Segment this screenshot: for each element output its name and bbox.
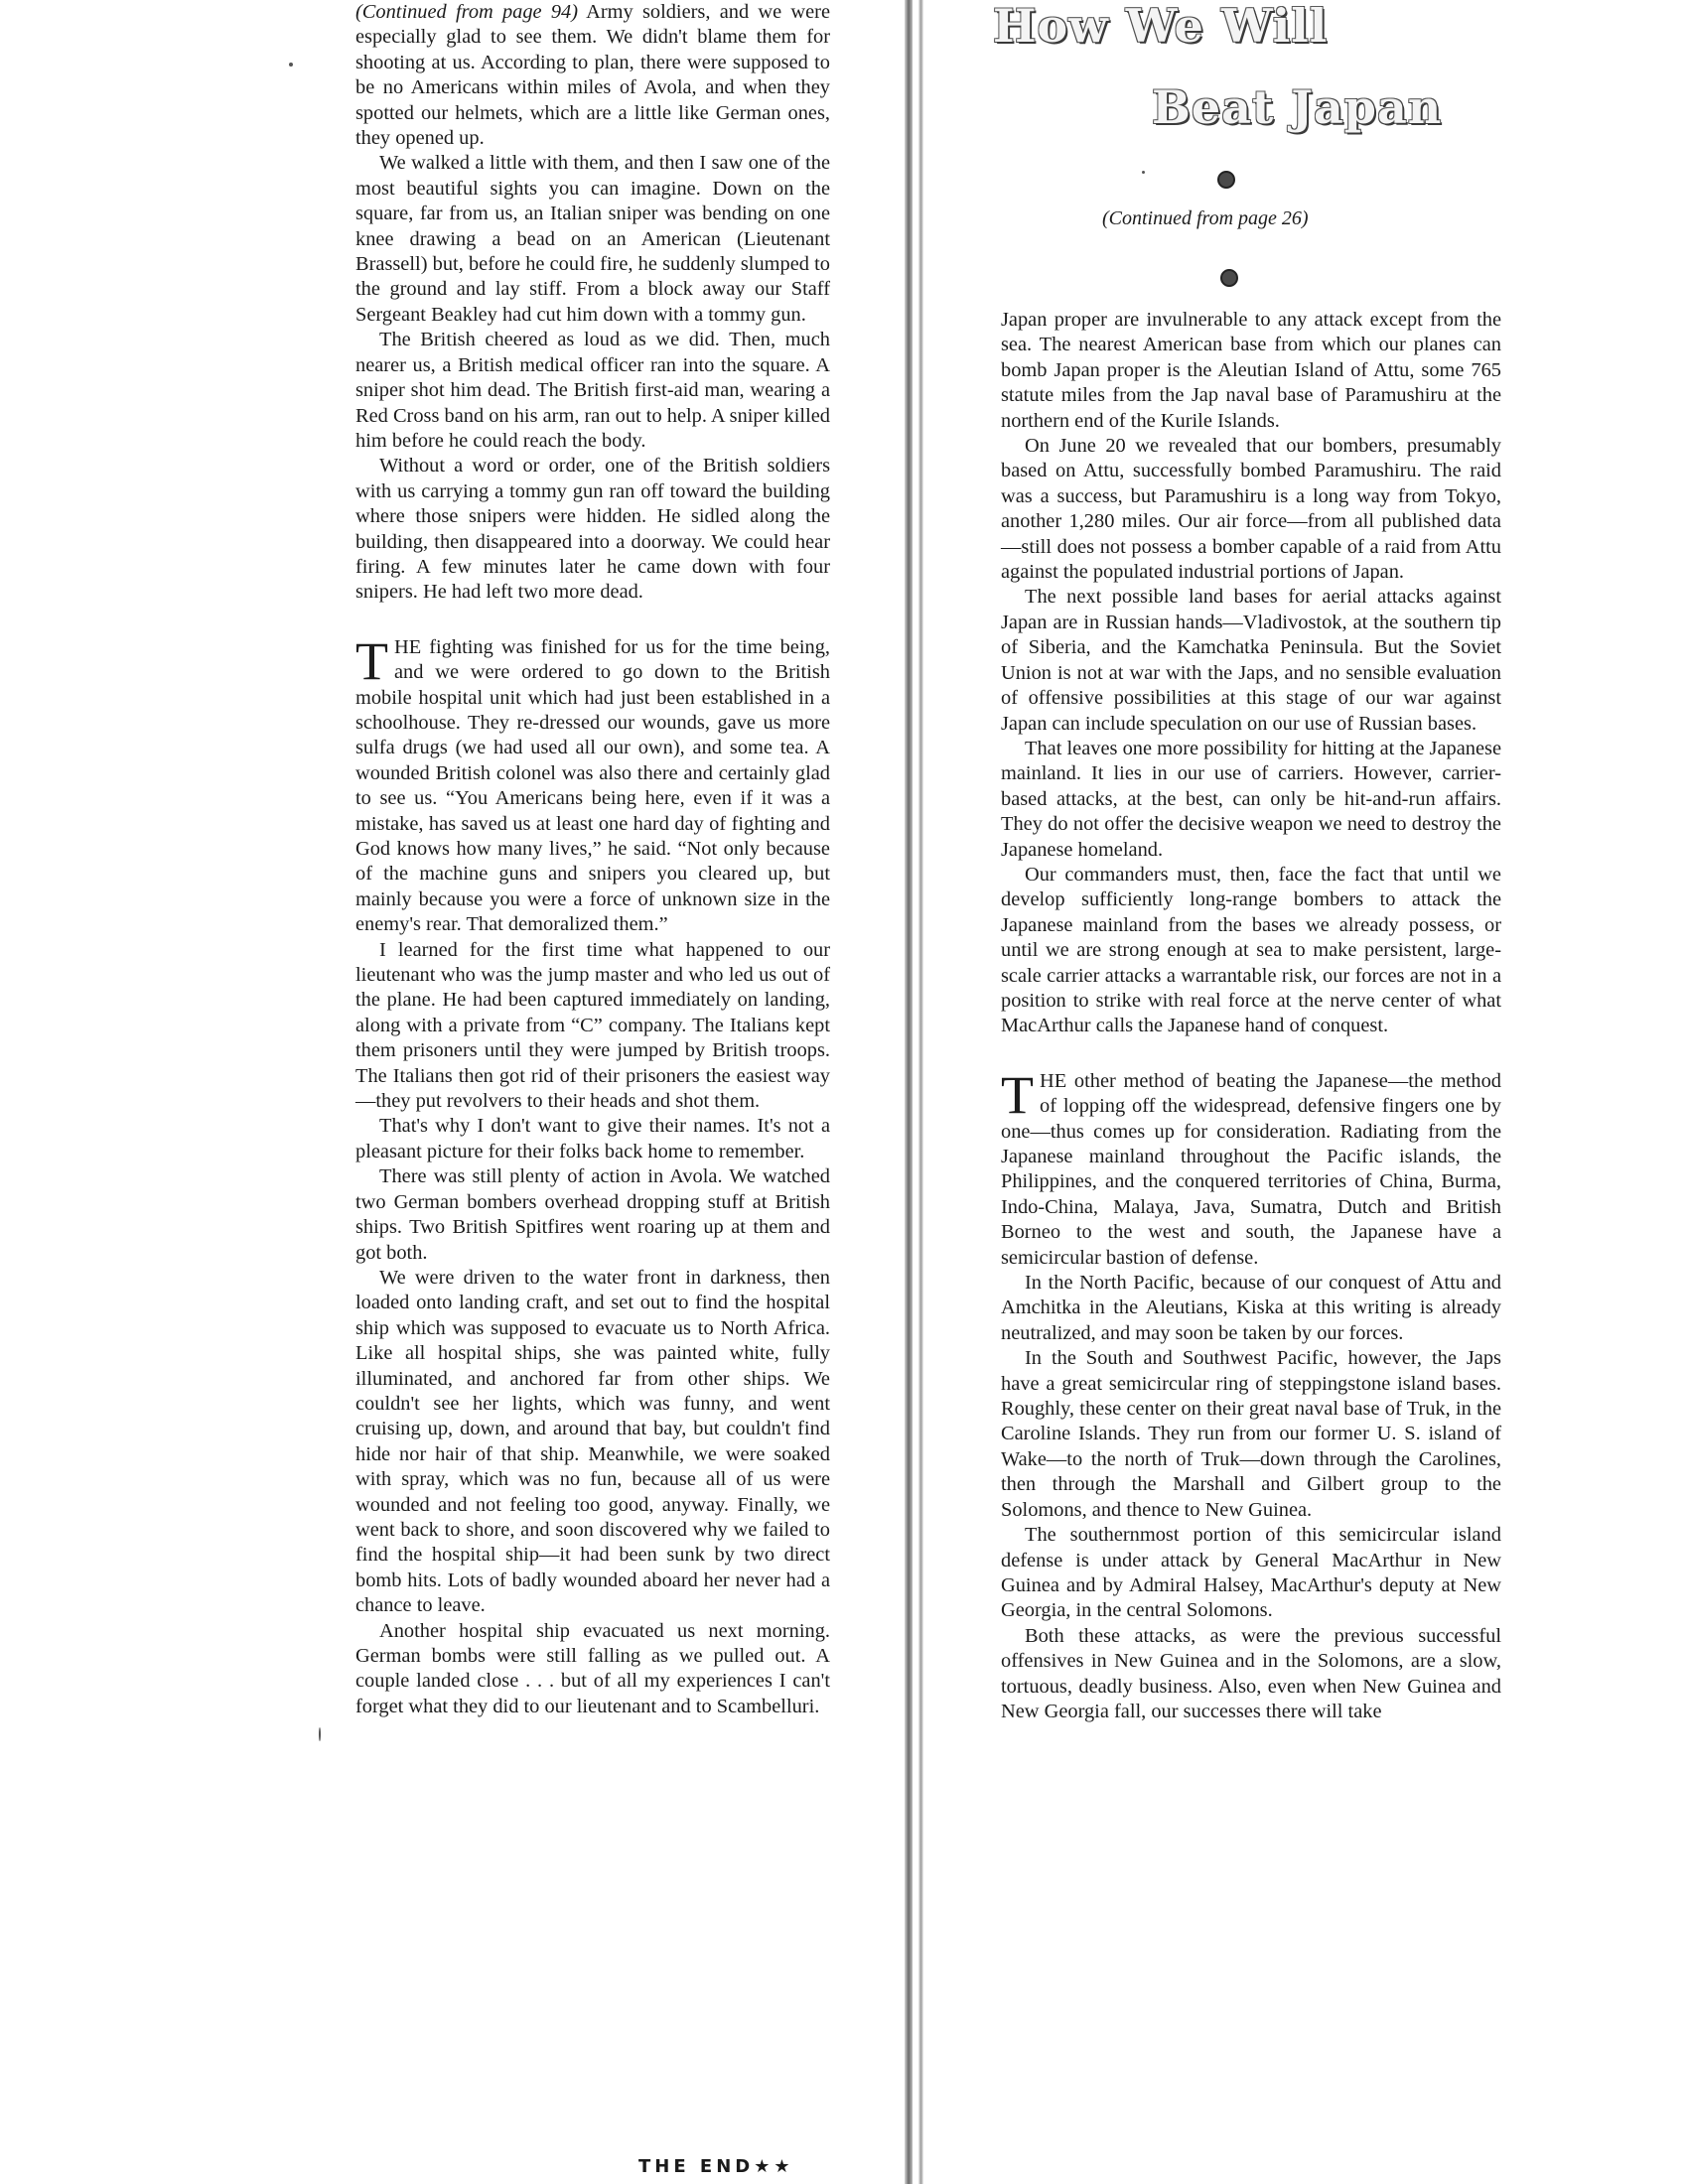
the-end-marker: THE END★★ xyxy=(638,2156,794,2177)
left-paragraph-1 xyxy=(355,0,830,151)
scan-speck xyxy=(289,63,293,67)
headline-line-1: How We Will xyxy=(993,0,1329,53)
ornament-dot-bottom xyxy=(1220,269,1238,287)
gutter-shadow-dark xyxy=(905,0,913,2184)
right-paragraph-6 xyxy=(1001,1064,1501,1271)
drop-cap-letter: T xyxy=(355,630,388,691)
left-article-column xyxy=(355,0,830,1719)
left-paragraph-8: There was still plenty of action in Avola. We watched two German bombers overhead dropping stuff at British ships. Two British Spitfires went roaring up at them and got both. xyxy=(355,1165,830,1264)
left-paragraph-3: The British cheered as loud as we did. Then, much nearer us, a British medical officer ran into the square. A sniper shot him dead. The British first-aid man, wearing a Red Cross band on his arm, ran out to help. A sniper killed him before he could reach the body. xyxy=(355,329,830,452)
right-paragraph-8: In the South and Southwest Pacific, however, the Japs have a great semicircular ring of steppingstone island bases. Roughly, these center on their great naval base of Truk, in the Caroline Islands. They run from our former U. S. island of Wake—to the north of Truk—down through the Carolines, then through the Marshall and Gilbert group to the Solomons, and thence to New Guinea. xyxy=(1001,1347,1501,1521)
left-paragraph-2: We walked a little with them, and then I saw one of the most beautiful sights you can imagine. Down on the square, far from us, an Italian sniper was bending on one knee drawing a bead on an American (Lieutenant Brassell) but, before he could fire, he suddenly slumped to the ground and lay stiff. From a block away our Staff Sergeant Beakley had cut him down with a tommy gun. xyxy=(355,152,830,326)
left-paragraph-10: Another hospital ship evacuated us next morning. German bombs were still falling as we pulled out. A couple landed close . . . but of all my experiences I can't forget what they did to our lieutenant and to Scambelluri. xyxy=(355,1619,830,1717)
right-paragraph-6-text: HE other method of beating the Japanese—the method of lopping off the widespread, defensive fingers one by one—thus comes up for consideration. Radiating from the Japanese mainland throughout the Pacific islands, the Philippines, and the conquered territories of China, Burma, Indo-China, Malaya, Java, Sumatra, Dutch and British Borneo to the west and south, the Japanese have a semicircular bastion of defense. xyxy=(1001,1069,1501,1269)
right-paragraph-4: That leaves one more possibility for hitting at the Japanese mainland. It lies in our use of carriers. However, carrier-based attacks, at the best, can only be hit-and-run affairs. They do not offer the decisive weapon we need to destroy the Japanese homeland. xyxy=(1001,737,1501,861)
left-paragraph-5-text: HE fighting was finished for us for the time being, and we were ordered to go down to the British mobile hospital unit which had just been established in a schoolhouse. They re-dressed our wounds, gave us more sulfa drugs (we had used all our own), and some tea. A wounded British colonel was also there and certainly glad to see us. “You Americans being here, even if it was a mistake, has saved us at least one hard day of fighting and God knows how many lives,” he said. “Not only because of the machine guns and snipers you cleared up, but mainly because you were a force of unknown size in the enemy's rear. That demoralized them.” xyxy=(355,635,830,936)
right-paragraph-1: Japan proper are invulnerable to any attack except from the sea. The nearest American base from which our planes can bomb Japan proper is the Aleutian Island of Attu, some 765 statute miles from the Jap naval base of Paramushiru at the northern end of the Kurile Islands. xyxy=(1001,309,1501,432)
scan-speck xyxy=(319,1727,321,1741)
left-paragraph-4: Without a word or order, one of the British soldiers with us carrying a tommy gun ran off toward the building where those snipers were hidden. He sidled along the building, then disappeared into a doorway. We could hear firing. A few minutes later he came down with four snipers. He had left two more dead. xyxy=(355,455,830,604)
right-paragraph-9: The southernmost portion of this semicircular island defense is under attack by General MacArthur in New Guinea and by Admiral Halsey, MacArthur's deputy at New Georgia, in the central Solomons. xyxy=(1001,1524,1501,1622)
right-paragraph-7: In the North Pacific, because of our conquest of Attu and Amchitka in the Aleutians, Kiska at this writing is already neutralized, and may soon be taken by our forces. xyxy=(1001,1272,1501,1344)
headline-line-2: Beat Japan xyxy=(1152,80,1443,134)
left-paragraph-6: I learned for the first time what happened to our lieutenant who was the jump master and who led us out of the plane. He had been captured immediately on landing, along with a private from “C” company. The Italians kept them prisoners until they were jumped by British troops. The Italians then got rid of their prisoners the easiest way—they put revolvers to their heads and shot them. xyxy=(355,938,830,1113)
ornament-dot-top xyxy=(1217,171,1235,189)
right-continuation-ref: (Continued from page 26) xyxy=(1102,207,1309,229)
right-paragraph-2: On June 20 we revealed that our bombers, presumably based on Attu, successfully bombed Paramushiru. The raid was a success, but Paramushiru is a long way from Tokyo, another 1,280 miles. Our air force—from all published data—still does not possess a bomber capable of a raid from Attu against the populated industrial portions of Japan. xyxy=(1001,435,1501,584)
right-paragraph-5: Our commanders must, then, face the fact that until we develop sufficiently long-range bombers to attack the Japanese mainland from the bases we already possess, or until we are strong enough at sea to make persistent, large-scale carrier attacks a warrantable risk, our forces are not in a position to strike with real force at the nerve center of what MacArthur calls the Japanese hand of conquest. xyxy=(1001,863,1501,1037)
right-article-column xyxy=(1001,308,1501,1724)
gutter-shadow-light xyxy=(918,0,923,2184)
left-paragraph-7: That's why I don't want to give their names. It's not a pleasant picture for their folks back home to remember. xyxy=(355,1115,830,1162)
page-gutter-shadow xyxy=(899,0,958,2184)
section-break xyxy=(1001,1039,1501,1069)
right-paragraph-3: The next possible land bases for aerial attacks against Japan are in Russian hands—Vladivostok, at the southern tip of Siberia, and the Kamchatka Peninsula. But the Soviet Union is not at war with the Japs, and no sensible evaluation of offensive possibilities at this stage of our war against Japan can include speculation on our use of Russian bases. xyxy=(1001,586,1501,735)
scan-speck xyxy=(1142,171,1145,174)
left-continuation-ref: (Continued from page 94) xyxy=(355,1,579,23)
right-paragraph-10: Both these attacks, as were the previous successful offensives in New Guinea and in the Solomons, are a slow, tortuous, deadly business. Also, even when New Guinea and New Georgia fall, our successes there will take xyxy=(1001,1624,1501,1722)
left-paragraph-5 xyxy=(355,630,830,938)
left-paragraph-9: We were driven to the water front in darkness, then loaded onto landing craft, and set out to find the hospital ship which was supposed to evacuate us to North Africa. Like all hospital ships, she was painted white, fully illuminated, and anchored far from other ships. We couldn't see her lights, which was funny, and went cruising up, down, and around that bay, but couldn't find hide nor hair of that ship. Meanwhile, we were soaked with spray, which was no fun, because all of us were wounded and not feeling too good, anyway. Finally, we went back to shore, and soon discovered why we failed to find the hospital ship—it had been sunk by two direct bomb hits. Lots of badly wounded aboard her never had a chance to leave. xyxy=(355,1266,830,1617)
left-opening-text: Army soldiers, and we were especially glad to see them. We didn't blame them for shooting at us. According to plan, there were supposed to be no Americans within miles of Avola, and when they spotted our helmets, which are a little like German ones, they opened up. xyxy=(355,1,830,150)
drop-cap-letter: T xyxy=(1001,1064,1034,1125)
section-break xyxy=(355,606,830,635)
